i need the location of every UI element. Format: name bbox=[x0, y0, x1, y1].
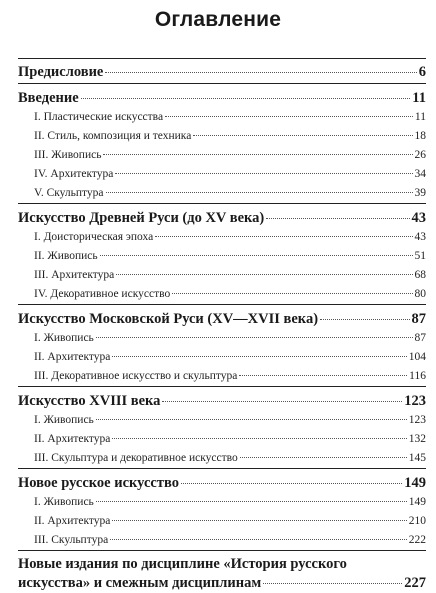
dot-leader bbox=[240, 457, 407, 458]
toc-subentry[interactable] bbox=[18, 367, 426, 386]
dot-leader bbox=[110, 539, 407, 540]
dot-leader bbox=[112, 438, 406, 439]
toc-subentry[interactable] bbox=[18, 228, 426, 247]
toc-entry-label: II. Архитектура bbox=[34, 515, 111, 527]
toc-section-moscow-rus bbox=[18, 310, 426, 387]
toc-entry-page: 43 bbox=[411, 210, 426, 226]
toc-section-preface bbox=[18, 58, 426, 84]
dot-leader bbox=[193, 135, 412, 136]
toc-subentry[interactable] bbox=[18, 493, 426, 512]
toc-section-new-russian-art bbox=[18, 474, 426, 551]
toc-entry-label: V. Скульптура bbox=[34, 187, 104, 199]
toc-subentry[interactable] bbox=[18, 531, 426, 550]
toc-entry-label: IV. Декоративное искусство bbox=[34, 288, 171, 300]
toc-entry-page: 123 bbox=[404, 393, 426, 409]
dot-leader bbox=[155, 236, 412, 237]
dot-leader bbox=[239, 375, 407, 376]
toc-subentry[interactable] bbox=[18, 329, 426, 348]
toc-entry-label: III. Скульптура bbox=[34, 534, 109, 546]
toc-entry-new-editions[interactable] bbox=[18, 555, 426, 593]
toc-entry-label: II. Архитектура bbox=[34, 433, 111, 445]
toc-entry-page: 11 bbox=[414, 111, 426, 123]
dot-leader bbox=[116, 274, 412, 275]
toc-subentry[interactable] bbox=[18, 184, 426, 203]
toc-subentry[interactable] bbox=[18, 108, 426, 127]
toc-entry-page: 26 bbox=[414, 149, 426, 161]
toc-entry-label: III. Архитектура bbox=[34, 269, 115, 281]
toc-section-18th-century bbox=[18, 392, 426, 469]
toc-subentry[interactable] bbox=[18, 247, 426, 266]
toc-entry-page: 145 bbox=[408, 452, 426, 464]
toc-entry-page: 18 bbox=[414, 130, 426, 142]
dot-leader bbox=[320, 319, 409, 320]
dot-leader bbox=[263, 583, 402, 584]
toc-entry-label: Введение bbox=[18, 90, 79, 106]
dot-leader bbox=[81, 98, 411, 99]
dot-leader bbox=[165, 116, 413, 117]
toc-entry-label: I. Живопись bbox=[34, 496, 94, 508]
dot-leader bbox=[105, 72, 416, 73]
dot-leader bbox=[100, 255, 413, 256]
dot-leader bbox=[115, 173, 412, 174]
toc-subentry[interactable] bbox=[18, 266, 426, 285]
toc-entry-page: 104 bbox=[408, 351, 426, 363]
toc-entry-label: II. Архитектура bbox=[34, 351, 111, 363]
toc-entry-label: III. Живопись bbox=[34, 149, 102, 161]
dot-leader bbox=[181, 483, 402, 484]
toc-subentry[interactable] bbox=[18, 146, 426, 165]
toc-entry-label-line1: Новые издания по дисциплине «История русского bbox=[18, 556, 347, 572]
toc-entry-label: IV. Архитектура bbox=[34, 168, 114, 180]
dot-leader bbox=[112, 520, 406, 521]
toc-entry-label: II. Живопись bbox=[34, 250, 98, 262]
dot-leader bbox=[103, 154, 412, 155]
toc-entry-page: 116 bbox=[409, 370, 426, 382]
toc-entry-page: 39 bbox=[414, 187, 426, 199]
dot-leader bbox=[112, 356, 406, 357]
toc-entry-page: 11 bbox=[412, 90, 426, 106]
toc-entry-page: 227 bbox=[404, 575, 426, 591]
toc-entry-page: 80 bbox=[414, 288, 426, 300]
toc-entry-label: III. Декоративное искусство и скульптура bbox=[34, 370, 238, 382]
toc-section-ancient-rus bbox=[18, 209, 426, 305]
toc-entry-page: 149 bbox=[408, 496, 426, 508]
toc-list bbox=[18, 58, 426, 593]
toc-entry-page: 132 bbox=[408, 433, 426, 445]
toc-entry-label: Искусство Древней Руси (до XV века) bbox=[18, 210, 265, 226]
toc-entry-page: 43 bbox=[414, 231, 426, 243]
dot-leader bbox=[96, 501, 407, 502]
toc-entry-page: 6 bbox=[418, 64, 426, 80]
toc-entry-preface[interactable] bbox=[18, 61, 426, 83]
toc-entry-page: 34 bbox=[414, 168, 426, 180]
toc-entry-label: III. Скульптура и декоративное искусство bbox=[34, 452, 238, 464]
toc-section-introduction bbox=[18, 89, 426, 204]
toc-entry-label: I. Пластические искусства bbox=[34, 111, 164, 123]
dot-leader bbox=[162, 401, 402, 402]
toc-entry-page: 123 bbox=[408, 414, 426, 426]
toc-entry-label-line2: искусства» и смежным дисциплинам bbox=[18, 575, 262, 591]
page-title: Оглавление bbox=[154, 8, 282, 31]
toc-entry-page: 87 bbox=[414, 332, 426, 344]
toc-section-heading[interactable] bbox=[18, 474, 426, 493]
toc-entry-page: 210 bbox=[408, 515, 426, 527]
toc-entry-label: I. Живопись bbox=[34, 414, 94, 426]
toc-subentry[interactable] bbox=[18, 411, 426, 430]
toc-entry-page: 51 bbox=[414, 250, 426, 262]
toc-subentry[interactable] bbox=[18, 449, 426, 468]
toc-subentry[interactable] bbox=[18, 165, 426, 184]
toc-entry-label: Предисловие bbox=[18, 64, 104, 80]
toc-entry-page: 149 bbox=[404, 475, 426, 491]
toc-entry-label: Искусство Московской Руси (XV—XVII века) bbox=[18, 311, 319, 327]
toc-entry-page: 68 bbox=[414, 269, 426, 281]
toc-subentry[interactable] bbox=[18, 430, 426, 449]
toc-subentry[interactable] bbox=[18, 127, 426, 146]
dot-leader bbox=[106, 192, 413, 193]
dot-leader bbox=[172, 293, 412, 294]
toc-section-heading[interactable] bbox=[18, 89, 426, 108]
toc-section-heading[interactable] bbox=[18, 209, 426, 228]
toc-section-heading[interactable] bbox=[18, 392, 426, 411]
toc-entry-label: II. Стиль, композиция и техника bbox=[34, 130, 192, 142]
dot-leader bbox=[96, 337, 413, 338]
toc-subentry[interactable] bbox=[18, 512, 426, 531]
toc-entry-page: 222 bbox=[408, 534, 426, 546]
toc-entry-label: I. Доисторическая эпоха bbox=[34, 231, 154, 243]
dot-leader bbox=[266, 218, 409, 219]
dot-leader bbox=[96, 419, 407, 420]
toc-entry-label: I. Живопись bbox=[34, 332, 94, 344]
toc-subentry[interactable] bbox=[18, 285, 426, 304]
toc-entry-page: 87 bbox=[411, 311, 426, 327]
toc-subentry[interactable] bbox=[18, 348, 426, 367]
toc-entry-label: Искусство XVIII века bbox=[18, 393, 161, 409]
toc-section-heading[interactable] bbox=[18, 310, 426, 329]
toc-entry-label: Новое русское искусство bbox=[18, 475, 179, 491]
